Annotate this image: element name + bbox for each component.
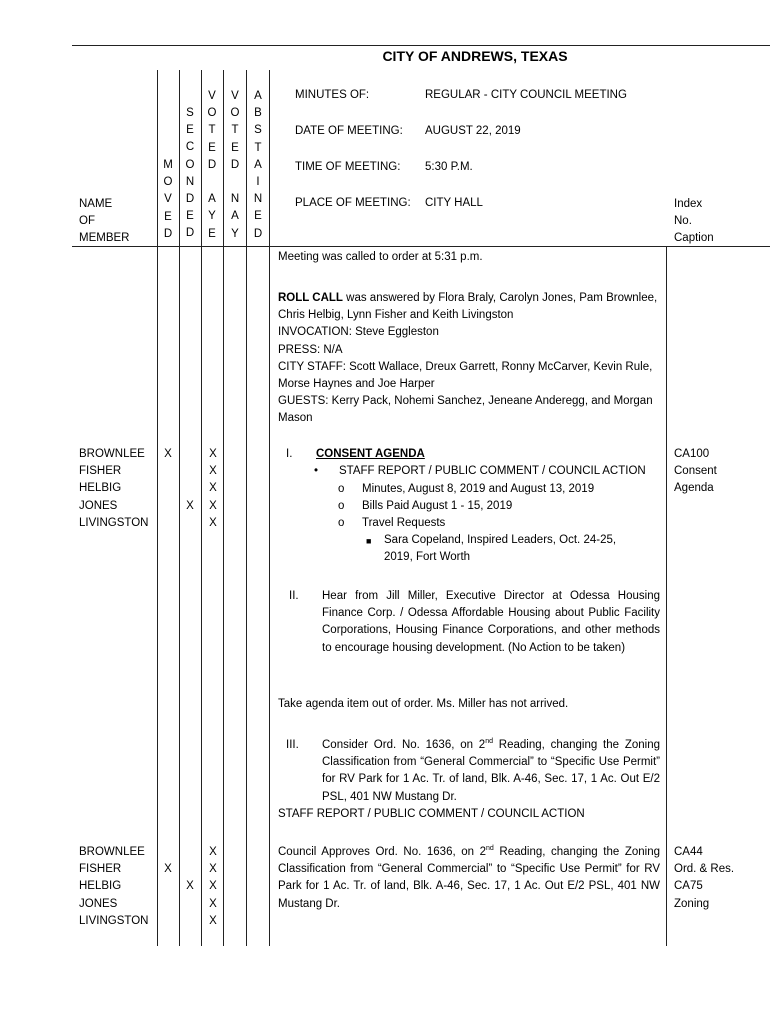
- section2-number: II.: [289, 590, 299, 602]
- section1-aye-marks: X X X X X: [209, 448, 217, 529]
- member-name: HELBIG: [79, 880, 122, 893]
- section4-moved-marks: X: [164, 863, 172, 876]
- moved-header: M O V E D: [163, 159, 173, 240]
- index-col-divider: [666, 246, 667, 946]
- section1-member-names: [79, 446, 148, 532]
- bullet-icon: •: [314, 465, 319, 477]
- vote-col-divider: [269, 70, 270, 946]
- time-value: 5:30 P.M.: [425, 161, 473, 173]
- consent-bullet-item: STAFF REPORT / PUBLIC COMMENT / COUNCIL ACTION: [339, 465, 646, 477]
- voted-aye-header: V O T E D A Y E: [207, 90, 217, 240]
- abstained-header: A B S T A I N E D: [253, 90, 263, 240]
- square-bullet-icon: ■: [366, 536, 372, 546]
- member-name: BROWNLEE: [79, 448, 145, 460]
- section4-member-names: [79, 844, 148, 930]
- document-title: CITY OF ANDREWS, TEXAS: [382, 48, 568, 64]
- guests: GUESTS: Kerry Pack, Nohemi Sanchez, Jeneane Anderegg, and Morgan Mason: [278, 395, 653, 425]
- section3-number: III.: [286, 739, 299, 751]
- member-name: LIVINGSTON: [79, 914, 149, 927]
- circle-bullet-icon: o: [338, 500, 345, 512]
- section1-seconded-marks: X: [186, 499, 194, 512]
- roll-call-text: was answered by Flora Braly, Carolyn Jones, Pam Brownlee, Chris Helbig, Lynn Fisher and Keith Livingston: [278, 292, 658, 322]
- place-label: PLACE OF MEETING:: [295, 197, 411, 209]
- member-name: FISHER: [79, 863, 122, 876]
- consent-sub-item: Bills Paid August 1 - 15, 2019: [362, 500, 513, 512]
- member-name: JONES: [79, 897, 118, 910]
- city-staff: CITY STAFF: Scott Wallace, Dreux Garrett, Ronny McCarver, Kevin Rule, Morse Haynes and Joe Harper: [278, 360, 653, 391]
- member-name: BROWNLEE: [79, 846, 145, 858]
- section1-number: I.: [286, 448, 293, 460]
- section4-caption: CA44 Ord. & Res. CA75 Zoning: [674, 846, 735, 910]
- circle-bullet-icon: o: [338, 517, 345, 529]
- index-caption-header: Index No. Caption: [674, 198, 714, 245]
- voted-nay-header: V O T E D N A Y: [230, 90, 240, 240]
- section2-note: Take agenda item out of order. Ms. Miller has not arrived.: [278, 698, 569, 710]
- member-name: FISHER: [79, 465, 122, 478]
- section4-seconded-marks: X: [186, 880, 194, 893]
- section2-text: Hear from Jill Miller, Executive Director at Odessa Housing Finance Corp. / Odessa Affordable Housing about Public Facility Corporations, Housing Finance Corporations, and other methods to encourage housing development. (No Action to be taken): [322, 590, 660, 654]
- consent-sub-item: Minutes, August 8, 2019 and August 13, 2019: [362, 483, 595, 495]
- section4-text: Council Approves Ord. No. 1636, on 2nd Reading, changing the Zoning Classification from “General Commercial” to “Specific Use Permit” for RV Park for 1 Ac. Tr. of land, Blk. A-46, Sec. 17, 1 Ac. Out E/2 PSL, 401 NW Mustang Dr.: [278, 845, 660, 910]
- member-name: JONES: [79, 499, 118, 512]
- section3-text: Consider Ord. No. 1636, on 2nd Reading, changing the Zoning Classification from “General Commercial” to “Specific Use Permit” for RV Park for 1 Ac. Tr. of land, Blk. A-46, Sec. 17, 1 Ac. Out E/2 PSL, 401 NW Mustang Dr.: [322, 738, 660, 803]
- section1-caption: CA100 Consent Agenda: [674, 448, 717, 495]
- travel-request-detail: Sara Copeland, Inspired Leaders, Oct. 24-25, 2019, Fort Worth: [384, 534, 617, 564]
- member-name: LIVINGSTON: [79, 516, 149, 529]
- minutes-value: REGULAR - CITY COUNCIL MEETING: [425, 89, 627, 101]
- invocation: INVOCATION: Steve Eggleston: [278, 326, 439, 339]
- consent-sub-item: Travel Requests: [362, 517, 446, 529]
- vote-col-divider: [223, 70, 224, 946]
- time-label: TIME OF MEETING:: [295, 161, 401, 173]
- vote-col-divider: [246, 70, 247, 946]
- consent-agenda-heading: CONSENT AGENDA: [316, 448, 425, 460]
- section1-moved-marks: X: [164, 448, 172, 460]
- date-label: DATE OF MEETING:: [295, 125, 403, 137]
- member-name: HELBIG: [79, 482, 122, 495]
- press: PRESS: N/A: [278, 343, 343, 356]
- roll-call-label: ROLL CALL: [278, 292, 343, 304]
- top-rule: [72, 45, 770, 46]
- name-of-member-header: NAME OF MEMBER: [79, 198, 130, 245]
- roll-call-block: [278, 290, 663, 428]
- section4-aye-marks: X X X X X: [209, 846, 217, 927]
- seconded-header: S E C O N D E D: [185, 107, 195, 240]
- place-value: CITY HALL: [425, 197, 483, 209]
- section3-staff-report: STAFF REPORT / PUBLIC COMMENT / COUNCIL ACTION: [278, 808, 585, 820]
- date-value: AUGUST 22, 2019: [425, 125, 521, 137]
- call-to-order: Meeting was called to order at 5:31 p.m.: [278, 251, 483, 263]
- circle-bullet-icon: o: [338, 483, 345, 495]
- minutes-label: MINUTES OF:: [295, 89, 370, 101]
